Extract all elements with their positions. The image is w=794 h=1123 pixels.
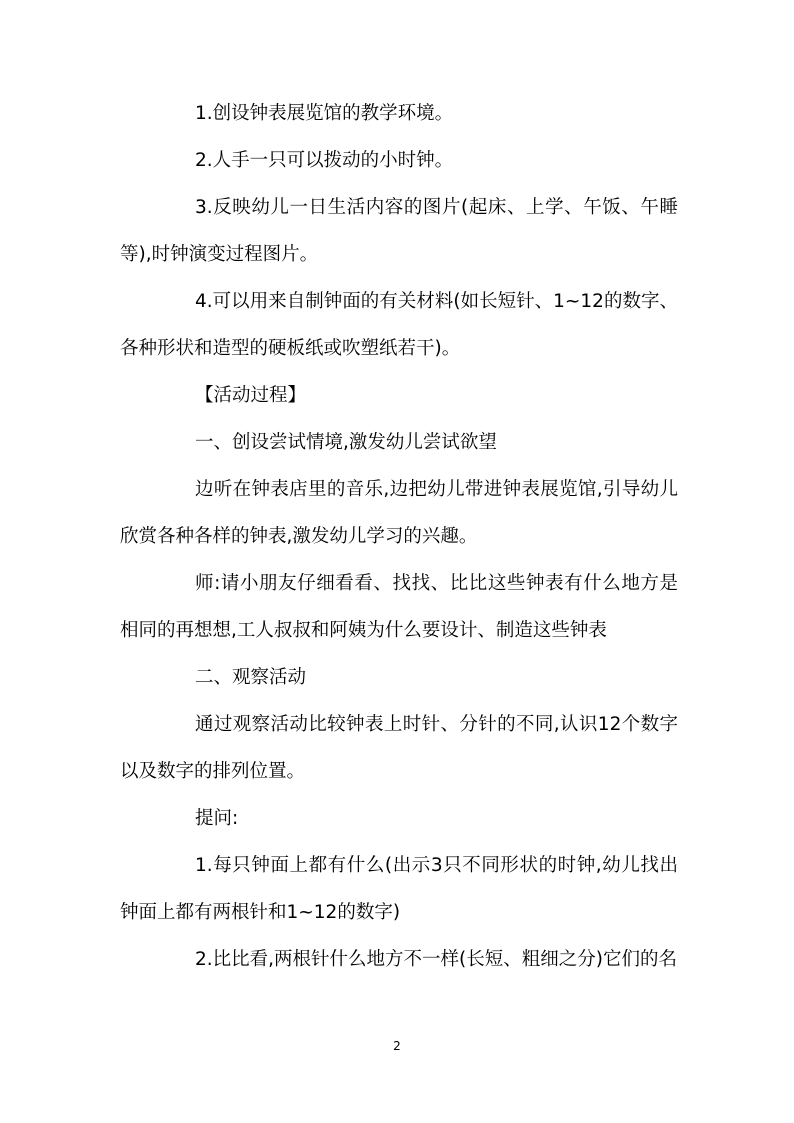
subheading-step-one: 一、创设尝试情境,激发幼儿尝试欲望: [195, 432, 497, 453]
subheading-step-two: 二、观察活动: [195, 667, 307, 688]
paragraph-question-1: 1.每只钟面上都有什么(出示3只不同形状的时钟,幼儿找出钟面上都有两根针和1~12的数字): [120, 855, 678, 923]
paragraph-observation: 通过观察活动比较钟表上时针、分针的不同,认识12个数字以及数字的排列位置。: [120, 714, 678, 782]
paragraph-teacher-prompt: 师:请小朋友仔细看看、找找、比比这些钟表有什么地方是相同的再想想,工人叔叔和阿姨为什么要设计、制造这些钟表: [120, 573, 678, 641]
paragraph-material-3: 3.反映幼儿一日生活内容的图片(起床、上学、午饭、午睡等),时钟演变过程图片。: [120, 197, 678, 265]
page-number: 2: [393, 1039, 401, 1053]
paragraph-question-2: 2.比比看,两根针什么地方不一样(长短、粗细之分)它们的名: [195, 949, 677, 970]
paragraph-question-label: 提问:: [195, 808, 239, 829]
paragraph-material-1: 1.创设钟表展览馆的教学环境。: [195, 103, 454, 124]
document-body: [120, 90, 678, 983]
paragraph-material-2: 2.人手一只可以拨动的小时钟。: [195, 150, 454, 171]
paragraph-material-4: 4.可以用来自制钟面的有关材料(如长短针、1~12的数字、各种形状和造型的硬板纸或吹塑纸若干)。: [120, 291, 678, 359]
paragraph-music-intro: 边听在钟表店里的音乐,边把幼儿带进钟表展览馆,引导幼儿欣赏各种各样的钟表,激发幼儿学习的兴趣。: [120, 479, 678, 547]
section-heading-activity-process: 【活动过程】: [195, 385, 307, 406]
